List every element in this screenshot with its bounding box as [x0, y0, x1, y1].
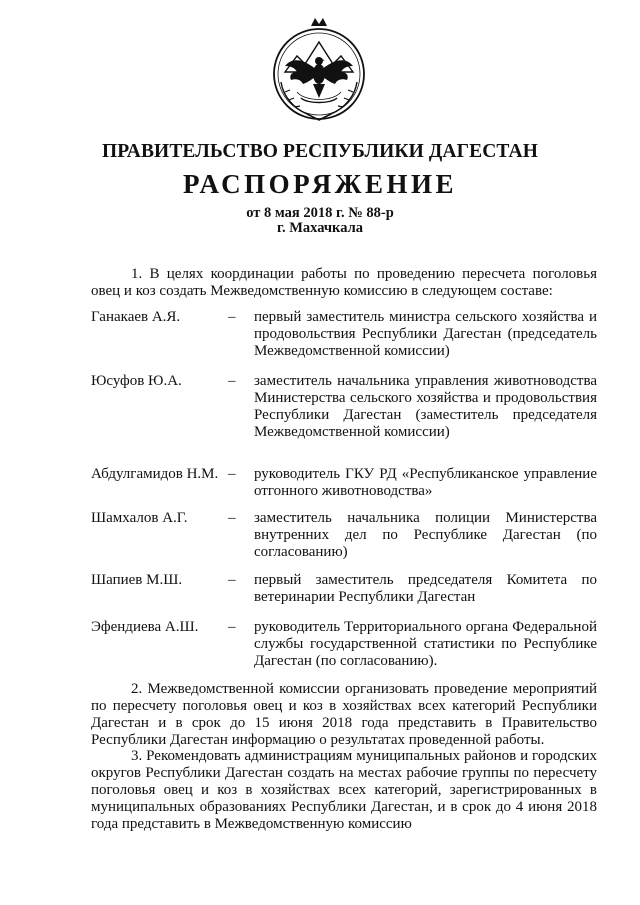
member-name: Эфендиева А.Ш.	[91, 619, 199, 635]
document-type-title: РАСПОРЯЖЕНИЕ	[182, 169, 458, 199]
member-dash: –	[228, 572, 236, 588]
member-name: Шапиев М.Ш.	[91, 572, 183, 588]
member-position: первый заместитель министра сельского хозяйства и продовольствия Республики Дагестан (председатель Межведомственной комиссии)	[254, 309, 597, 359]
member-position: руководитель Территориального органа Федеральной службы государственной статистики по Республике Дагестан (по согласованию).	[254, 619, 597, 669]
member-dash: –	[228, 309, 236, 325]
paragraph-3: 3. Рекомендовать администрациям муниципальных районов и городских округов Республики Дагестан создать на местах рабочие группы по пересчету поголовья овец и коз в хозяйствах всех категорий, зарегистрированных в муниципальных образованиях Республики Дагестан, и в срок до 4 июня 2018 года представить в Межведомственную комиссию	[91, 748, 597, 832]
member-name: Юсуфов Ю.А.	[91, 373, 182, 389]
member-dash: –	[228, 373, 236, 389]
member-dash: –	[228, 619, 236, 635]
member-name: Абдулгамидов Н.М.	[91, 466, 219, 482]
member-name: Ганакаев А.Я.	[91, 309, 181, 325]
document-date-number: от 8 мая 2018 г. № 88-р	[246, 205, 394, 221]
coat-of-arms-icon	[271, 12, 367, 124]
paragraph-2: 2. Межведомственной комиссии организовать проведение мероприятий по пересчету поголовья овец и коз в хозяйствах всех категорий Республики Дагестан и в срок до 15 июня 2018 года представить в Правительство Республики Дагестан информацию о результатах проведенной работы.	[91, 681, 597, 748]
member-position: заместитель начальника управления животноводства Министерства сельского хозяйства и продовольствия Республики Дагестан (заместитель председателя Межведомственной комиссии)	[254, 373, 597, 440]
government-title: ПРАВИТЕЛЬСТВО РЕСПУБЛИКИ ДАГЕСТАН	[101, 141, 538, 162]
member-position: руководитель ГКУ РД «Республиканское управление отгонного животноводства»	[254, 466, 597, 499]
member-position: заместитель начальника полиции Министерства внутренних дел по Республике Дагестан (по согласованию)	[254, 510, 597, 560]
document-city: г. Махачкала	[277, 220, 363, 236]
member-dash: –	[228, 466, 236, 482]
member-name: Шамхалов А.Г.	[91, 510, 188, 526]
paragraph-1: 1. В целях координации работы по проведению пересчета поголовья овец и коз создать Межведомственную комиссию в следующем составе:	[91, 266, 597, 299]
member-dash: –	[228, 510, 236, 526]
member-position: первый заместитель председателя Комитета по ветеринарии Республики Дагестан	[254, 572, 597, 605]
